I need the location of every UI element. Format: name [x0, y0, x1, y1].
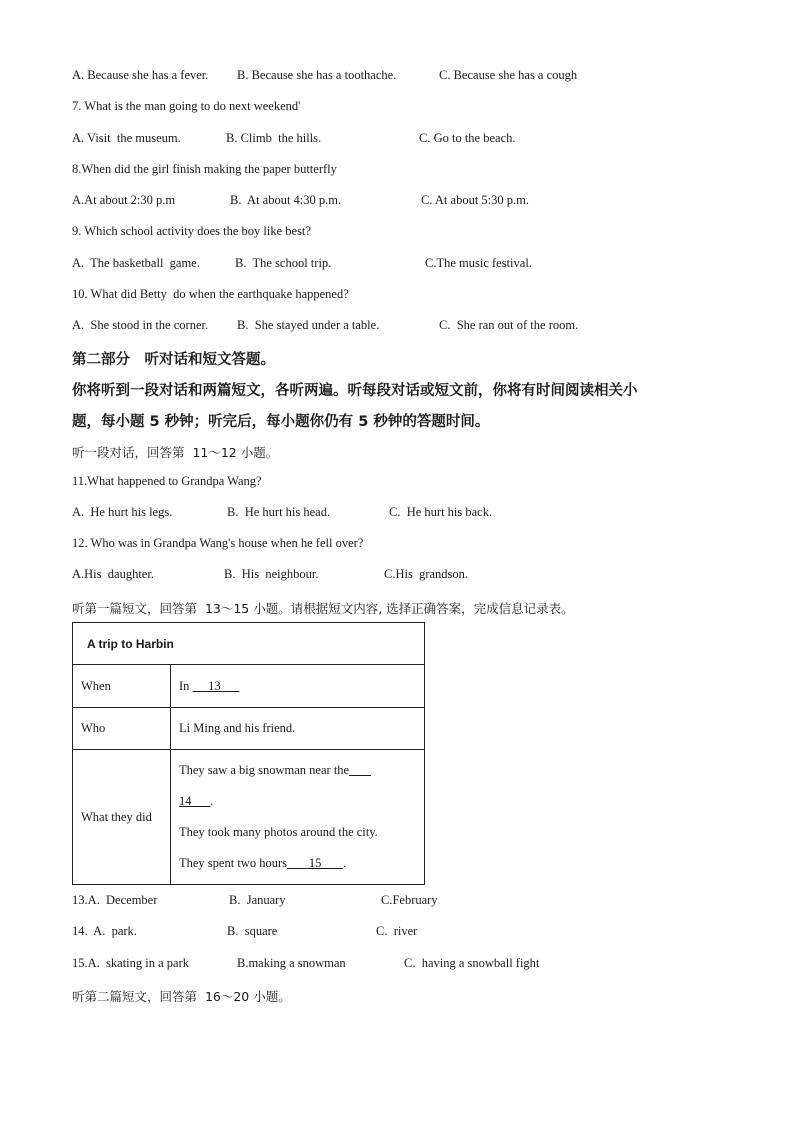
part2-instruction-line2: 题，每小题 5 秒钟；听完后，每小题你仍有 5 秒钟的答题时间。 [72, 414, 490, 430]
q7-option-c: C. Go to the beach. [419, 131, 516, 145]
q6-option-b: B. Because she has a toothache. [237, 68, 397, 82]
q8-option-b: B. At about 4:30 p.m. [230, 193, 342, 207]
q10-option-a: A. She stood in the corner. [72, 318, 209, 332]
q10-question: 10. What did Betty do when the earthquake happened? [72, 287, 349, 301]
q7-question: 7. What is the man going to do next weekend' [72, 99, 301, 113]
what-blank-14a [349, 763, 371, 777]
table-row-who [73, 708, 425, 750]
who-label: Who [73, 708, 171, 750]
what-line3-end: . [343, 856, 347, 870]
what-line1 [179, 755, 416, 786]
what-value [171, 750, 425, 885]
q15-option-c: C. having a snowball fight [404, 956, 540, 970]
q7-option-b: B. Climb the hills. [226, 131, 322, 145]
when-blank: 13 [192, 678, 240, 693]
what-line2: They took many photos around the city. [179, 825, 378, 839]
what-line3 [179, 848, 416, 879]
q11-question: 11.What happened to Grandpa Wang? [72, 474, 262, 488]
q14-option-a: 14. A. park. [72, 924, 137, 938]
q11-option-a: A. He hurt his legs. [72, 505, 173, 519]
table-title: A trip to Harbin [73, 623, 425, 665]
q6-option-c: C. Because she has a cough [439, 68, 578, 82]
what-blank-15: 15 [286, 856, 344, 870]
what-line1-end: . [210, 794, 214, 808]
q10-option-c: C. She ran out of the room. [439, 318, 579, 332]
q12-option-a: A.His daughter. [72, 567, 154, 581]
q14-option-b: B. square [227, 924, 278, 938]
q6-option-a: A. Because she has a fever. [72, 68, 209, 82]
part2-heading: 第二部分 听对话和短文答题。 [72, 352, 275, 368]
what-blank-14: 14 [179, 794, 211, 808]
q13-option-a: 13.A. December [72, 893, 158, 907]
passage2-intro: 听第二篇短文，回答第 16～20 小题。 [72, 989, 291, 1004]
what-line1-cont [179, 786, 416, 817]
q9-question: 9. Which school activity does the boy like best? [72, 224, 311, 238]
q12-option-b: B. His neighbour. [224, 567, 319, 581]
table-row-when [73, 665, 425, 708]
dialogue-intro: 听一段对话，回答第 11～12 小题。 [72, 445, 279, 460]
q10-option-b: B. She stayed under a table. [237, 318, 380, 332]
when-prefix: In [179, 678, 193, 693]
when-value [171, 665, 425, 708]
info-record-table [72, 622, 425, 885]
q15-option-b: B.making a snowman [237, 956, 346, 970]
part2-instruction-line1: 你将听到一段对话和两篇短文，各听两遍。听每段对话或短文前，你将有时间阅读相关小 [72, 383, 638, 399]
q13-option-c: C.February [381, 893, 438, 907]
table-row-what [73, 750, 425, 885]
q12-option-c: C.His grandson. [384, 567, 469, 581]
q9-option-a: A. The basketball game. [72, 256, 200, 270]
q8-question: 8.When did the girl finish making the paper butterfly [72, 162, 337, 176]
q7-option-a: A. Visit the museum. [72, 131, 181, 145]
passage1-intro: 听第一篇短文，回答第 13～15 小题。请根据短文内容, 选择正确答案，完成信息记录表。 [72, 601, 574, 616]
q14-option-c: C. river [376, 924, 418, 938]
what-line3-text: They spent two hours [179, 856, 287, 870]
q12-question: 12. Who was in Grandpa Wang's house when he fell over? [72, 536, 364, 550]
q8-option-c: C. At about 5:30 p.m. [421, 193, 529, 207]
q15-option-a: 15.A. skating in a park [72, 956, 189, 970]
q11-option-b: B. He hurt his head. [227, 505, 331, 519]
q8-option-a: A.At about 2:30 p.m [72, 193, 176, 207]
when-label: When [73, 665, 171, 708]
q11-option-c: C. He hurt his back. [389, 505, 493, 519]
what-label: What they did [73, 750, 171, 885]
q9-option-c: C.The music festival. [425, 256, 532, 270]
q13-option-b: B. January [229, 893, 286, 907]
table-title-row [73, 623, 425, 665]
who-value: Li Ming and his friend. [171, 708, 425, 750]
what-line1-text: They saw a big snowman near the [179, 763, 350, 777]
q9-option-b: B. The school trip. [235, 256, 332, 270]
